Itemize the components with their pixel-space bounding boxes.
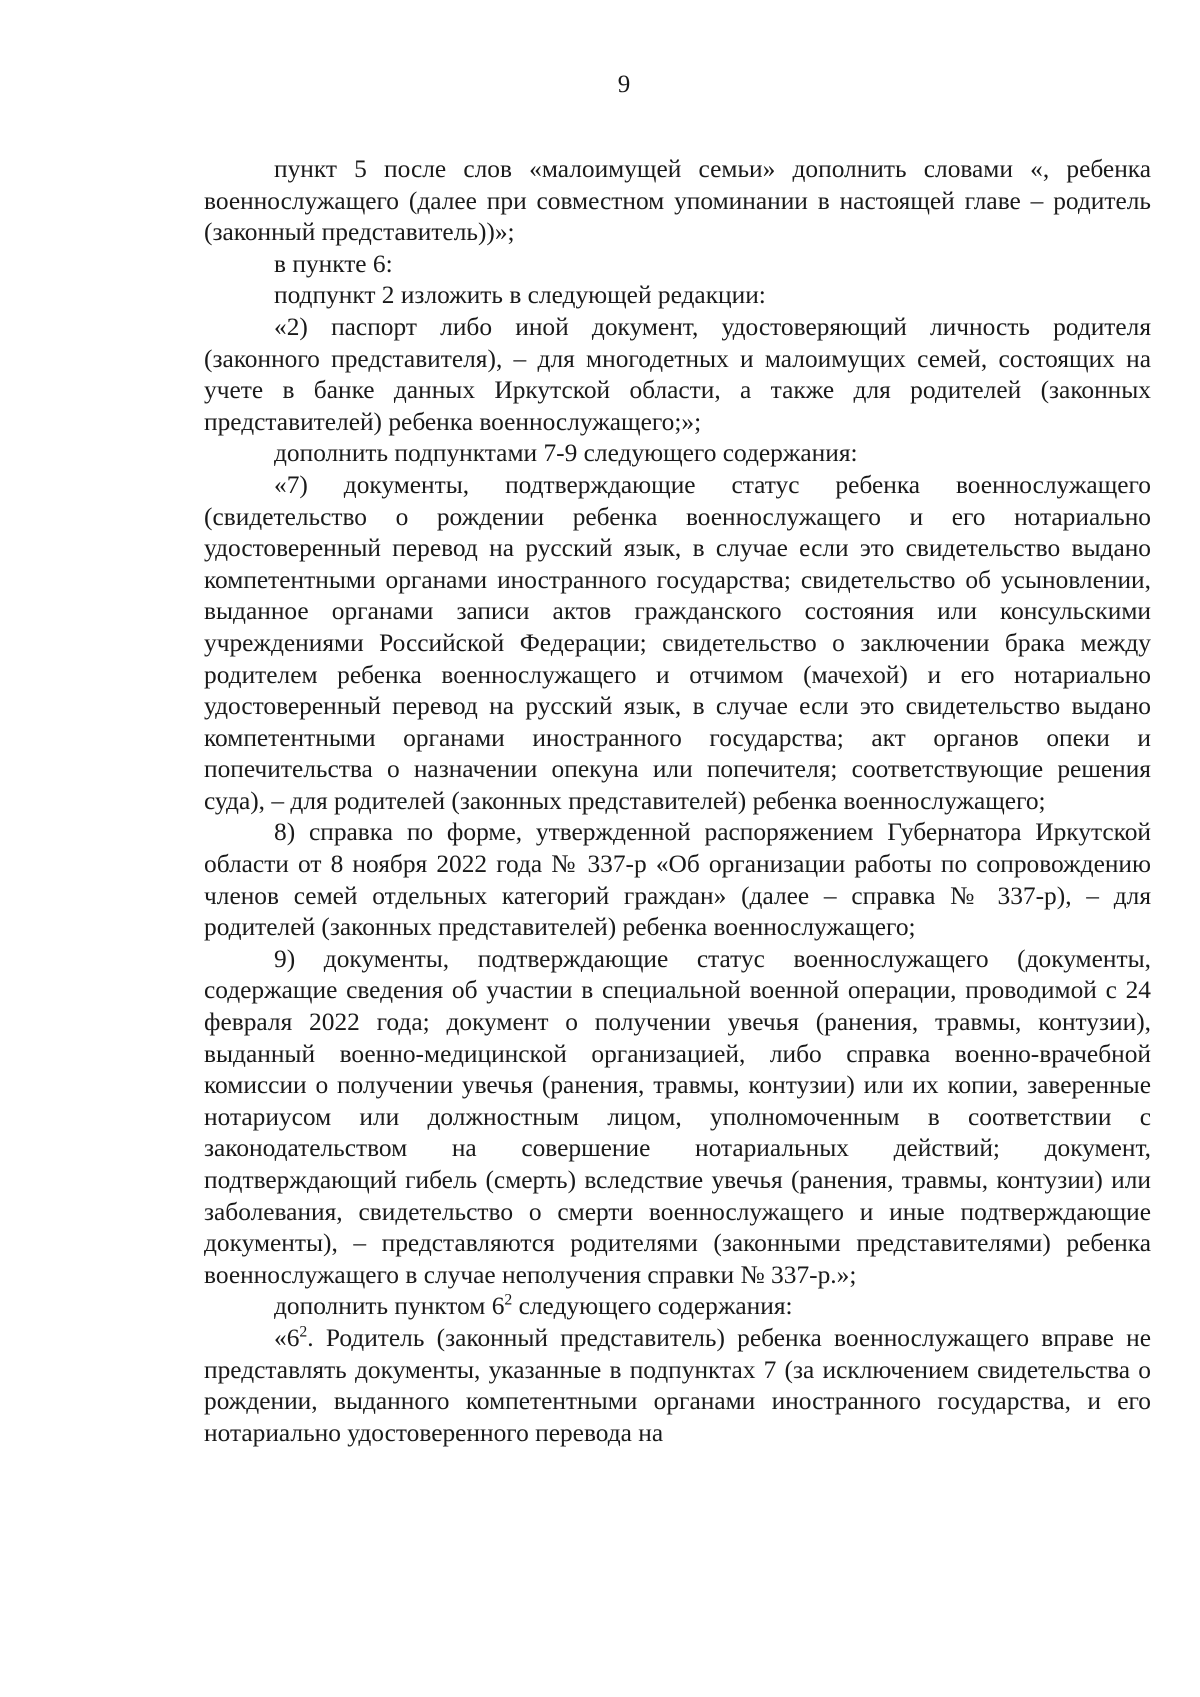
paragraph-text-after: . Родитель (законный представитель) ребенка военнослужащего вправе не представлять документы, указанные в подпунктах 7 (за исключением свидетельства о рождении, выданного компетентными органами иностранного государства, и его нотариально удостоверенного перевода на: [204, 1323, 1151, 1447]
paragraph-subitem-2-text: «2) паспорт либо иной документ, удостоверяющий личность родителя (законного представителя), – для многодетных и малоимущих семей, состоящих на учете в банке данных Иркутской области, а также для родителей (законных представителей) ребенка военнослужащего;»;: [204, 312, 1151, 436]
paragraph-text-after: следующего содержания:: [512, 1292, 793, 1321]
page-number: 9: [617, 71, 631, 98]
document-body: [204, 154, 1151, 1449]
paragraph-item-6-2-text: [204, 1323, 1151, 1449]
paragraph-item-6-2-intro: [204, 1291, 1151, 1323]
paragraph-item-6-heading: в пункте 6:: [274, 249, 393, 278]
paragraph-text-before: «6: [274, 1323, 300, 1352]
superscript: 2: [504, 1291, 513, 1309]
paragraph-text-before: дополнить пунктом 6: [274, 1292, 505, 1321]
paragraph-subitem-9: 9) документы, подтверждающие статус военнослужащего (документы, содержащие сведения об участии в специальной военной операции, проводимой с 24 февраля 2022 года; документ о получении увечья (ранения, травмы, контузии), выданный военно-медицинской организацией, либо справка военно-врачебной комиссии о получении увечья (ранения, травмы, контузии) или их копии, заверенные нотариусом или должностным лицом, уполномоченным в соответствии с законодательством на совершение нотариальных действий; документ, подтверждающий гибель (смерть) вследствие увечья (ранения, травмы, контузии) или заболевания, свидетельство о смерти военнослужащего и иные подтверждающие документы), – представляются родителями (законными представителями) ребенка военнослужащего в случае неполучения справки № 337-р.»;: [204, 944, 1151, 1289]
superscript: 2: [299, 1323, 308, 1341]
paragraph-subitem-2-intro: подпункт 2 изложить в следующей редакции:: [274, 281, 766, 310]
paragraph-subitem-7: «7) документы, подтверждающие статус ребенка военнослужащего (свидетельство о рождении ребенка военнослужащего и его нотариально удостоверенный перевод на русский язык, в случае если это свидетельство выдано компетентными органами иностранного государства; свидетельство об усыновлении, выданное органами записи актов гражданского состояния или консульскими учреждениями Российской Федерации; свидетельство о заключении брака между родителем ребенка военнослужащего и отчимом (мачехой) и его нотариально удостоверенный перевод на русский язык, в случае если это свидетельство выдано компетентными органами иностранного государства; акт органов опеки и попечительства о назначении опекуна или попечителя; соответствующие решения суда), – для родителей (законных представителей) ребенка военнослужащего;: [204, 470, 1151, 815]
paragraph-item-5-amendment: пункт 5 после слов «малоимущей семьи» дополнить словами «, ребенка военнослужащего (далее при совместном упоминании в настоящей главе – родитель (законный представитель))»;: [204, 155, 1151, 247]
paragraph-subitem-8: 8) справка по форме, утвержденной распоряжением Губернатора Иркутской области от 8 ноября 2022 года № 337-р «Об организации работы по сопровождению членов семей отдельных категорий граждан» (далее – справка № 337-р), – для родителей (законных представителей) ребенка военнослужащего;: [204, 818, 1151, 942]
paragraph-subitems-7-9-intro: дополнить подпунктами 7-9 следующего содержания:: [274, 439, 858, 468]
